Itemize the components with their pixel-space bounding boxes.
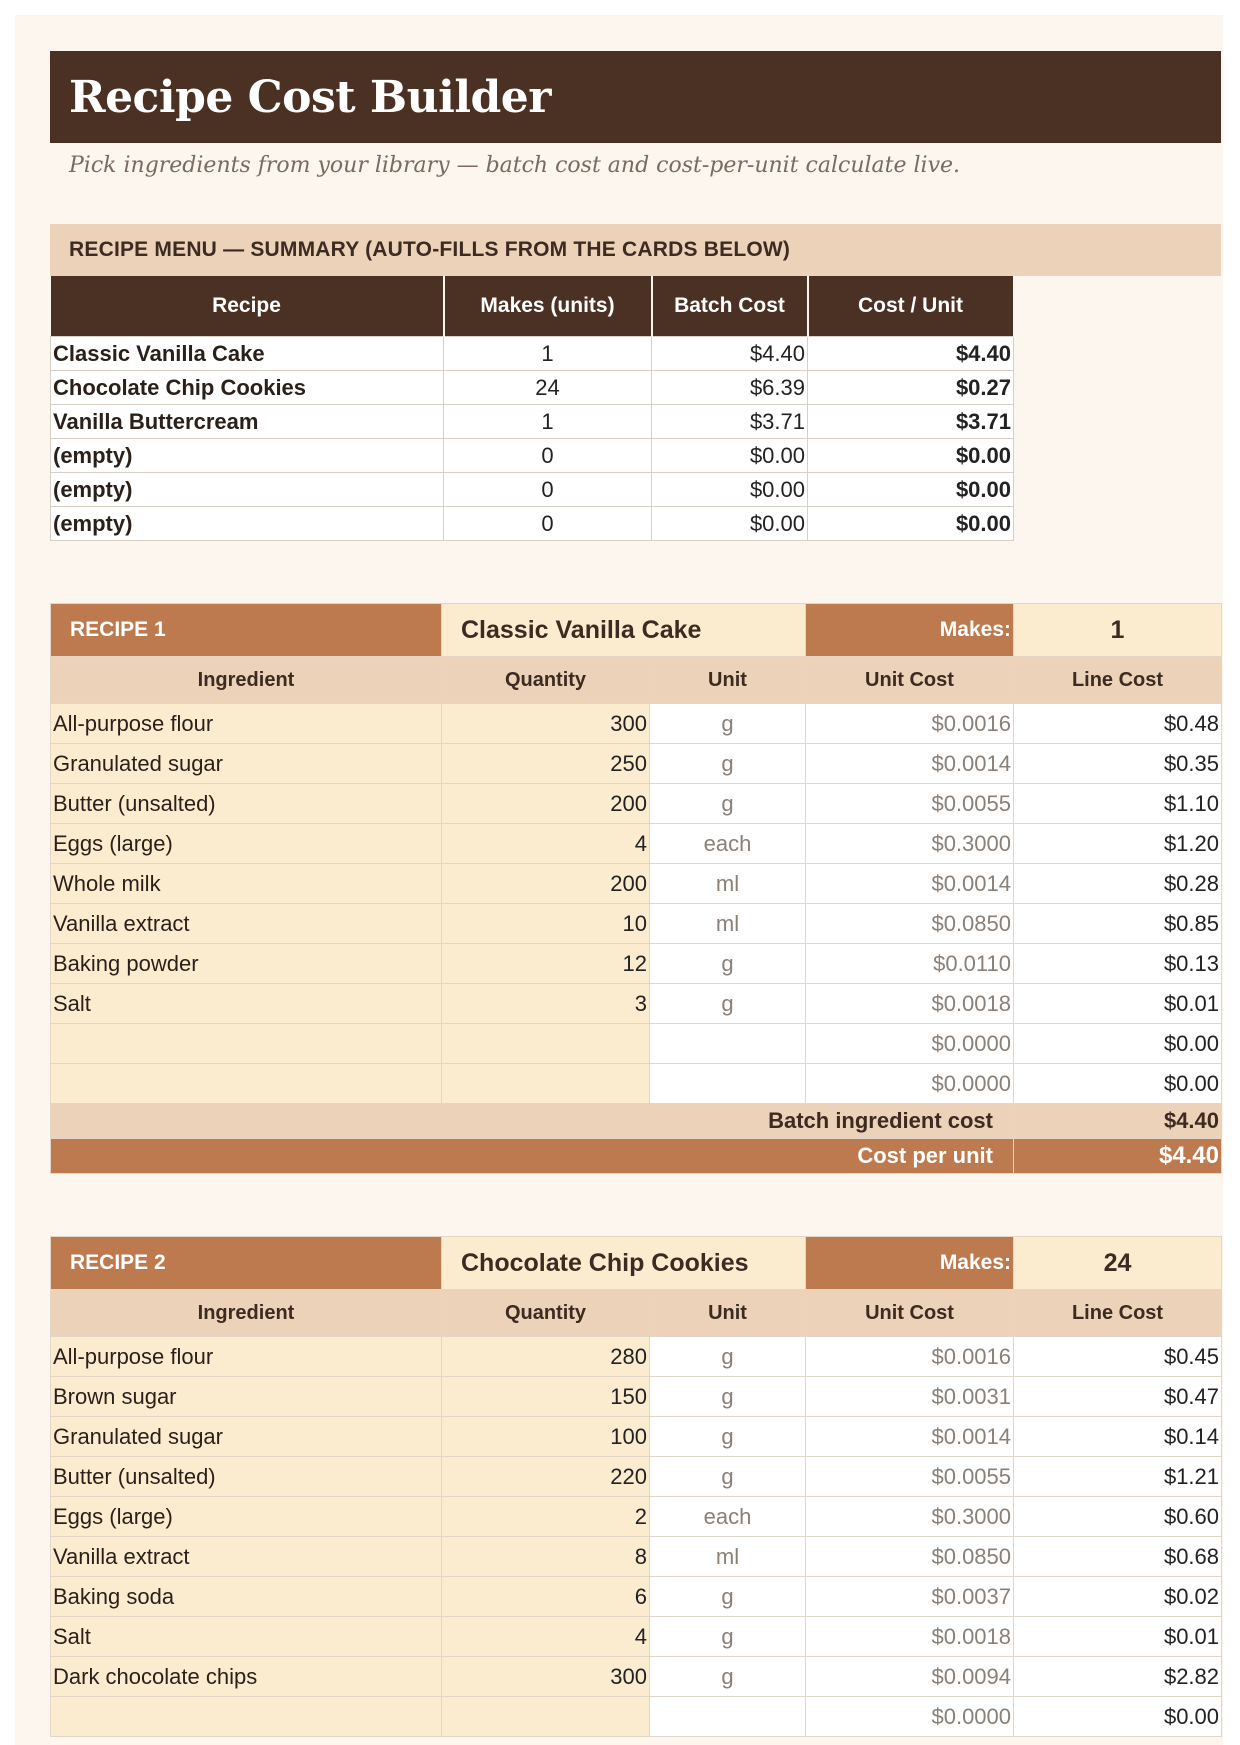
summary-batch-cost-cell[interactable]: $4.40 xyxy=(652,337,808,371)
line-cost-cell: $0.47 xyxy=(1014,1377,1222,1417)
ingredient-select[interactable]: Whole milk xyxy=(51,864,442,904)
recipe-label: RECIPE 2 xyxy=(51,1237,442,1290)
summary-batch-cost-cell[interactable]: $6.39 xyxy=(652,371,808,405)
ingredient-row xyxy=(51,744,1222,784)
line-cost-cell: $0.45 xyxy=(1014,1337,1222,1377)
quantity-input[interactable] xyxy=(442,1697,650,1737)
summary-makes-cell[interactable]: 24 xyxy=(444,371,652,405)
summary-recipe-cell[interactable]: Vanilla Buttercream xyxy=(51,405,444,439)
unit-cell: ml xyxy=(650,864,806,904)
line-cost-cell: $0.01 xyxy=(1014,1617,1222,1657)
ingredient-select[interactable]: Butter (unsalted) xyxy=(51,1457,442,1497)
unit-cell xyxy=(650,1697,806,1737)
ingredient-select[interactable] xyxy=(51,1024,442,1064)
summary-row xyxy=(51,371,1014,405)
summary-recipe-cell[interactable]: (empty) xyxy=(51,507,444,541)
ingredient-row xyxy=(51,1457,1222,1497)
col-header-unit: Unit xyxy=(650,657,806,704)
summary-makes-cell[interactable]: 0 xyxy=(444,507,652,541)
col-header-line-cost: Line Cost xyxy=(1014,1290,1222,1337)
quantity-input[interactable]: 6 xyxy=(442,1577,650,1617)
unit-cell: g xyxy=(650,1377,806,1417)
unit-cell: g xyxy=(650,1577,806,1617)
quantity-input[interactable]: 280 xyxy=(442,1337,650,1377)
unit-cost-cell: $0.0055 xyxy=(806,1457,1014,1497)
page-title: Recipe Cost Builder xyxy=(69,71,551,123)
unit-cost-cell: $0.0014 xyxy=(806,744,1014,784)
unit-cost-cell: $0.0055 xyxy=(806,784,1014,824)
ingredient-row xyxy=(51,1657,1222,1697)
summary-makes-cell[interactable]: 0 xyxy=(444,439,652,473)
col-header-ingredient: Ingredient xyxy=(51,1290,442,1337)
unit-cell: ml xyxy=(650,1537,806,1577)
ingredient-select[interactable] xyxy=(51,1064,442,1104)
ingredient-row xyxy=(51,1417,1222,1457)
unit-cost-cell: $0.0850 xyxy=(806,904,1014,944)
title-bar xyxy=(50,51,1221,143)
line-cost-cell: $2.82 xyxy=(1014,1657,1222,1697)
ingredient-row xyxy=(51,1337,1222,1377)
line-cost-cell: $0.13 xyxy=(1014,944,1222,984)
ingredient-select[interactable]: Dark chocolate chips xyxy=(51,1657,442,1697)
quantity-input[interactable]: 8 xyxy=(442,1537,650,1577)
unit-cell: g xyxy=(650,984,806,1024)
unit-cost-cell: $0.0014 xyxy=(806,1417,1014,1457)
unit-cost-cell: $0.0016 xyxy=(806,704,1014,744)
ingredient-row xyxy=(51,784,1222,824)
quantity-input[interactable]: 10 xyxy=(442,904,650,944)
recipe-card xyxy=(50,1236,1222,1737)
col-header-unit: Unit xyxy=(650,1290,806,1337)
summary-header-cost-per-unit: Cost / Unit xyxy=(808,276,1014,337)
line-cost-cell: $0.35 xyxy=(1014,744,1222,784)
cost-per-unit-row xyxy=(51,1139,1222,1174)
summary-cost-per-unit-cell[interactable]: $3.71 xyxy=(808,405,1014,439)
unit-cell: g xyxy=(650,784,806,824)
recipe-card-body xyxy=(51,1237,1222,1737)
ingredient-row xyxy=(51,864,1222,904)
unit-cost-cell: $0.0037 xyxy=(806,1577,1014,1617)
summary-makes-cell[interactable]: 1 xyxy=(444,337,652,371)
unit-cost-cell: $0.0016 xyxy=(806,1337,1014,1377)
summary-header-recipe: Recipe xyxy=(51,276,444,337)
quantity-input[interactable]: 250 xyxy=(442,744,650,784)
ingredient-select[interactable]: Eggs (large) xyxy=(51,824,442,864)
unit-cell: g xyxy=(650,944,806,984)
ingredient-select[interactable]: Vanilla extract xyxy=(51,904,442,944)
line-cost-cell: $1.10 xyxy=(1014,784,1222,824)
summary-cost-per-unit-cell[interactable]: $0.27 xyxy=(808,371,1014,405)
line-cost-cell: $1.21 xyxy=(1014,1457,1222,1497)
unit-cell: ml xyxy=(650,904,806,944)
line-cost-cell: $0.60 xyxy=(1014,1497,1222,1537)
summary-cost-per-unit-cell[interactable]: $0.00 xyxy=(808,473,1014,507)
unit-cost-cell: $0.0094 xyxy=(806,1657,1014,1697)
ingredient-select[interactable]: Baking powder xyxy=(51,944,442,984)
line-cost-cell: $0.00 xyxy=(1014,1024,1222,1064)
cost-per-unit-label: Cost per unit xyxy=(51,1139,1014,1174)
summary-table xyxy=(50,276,1015,541)
ingredient-row xyxy=(51,984,1222,1024)
unit-cell xyxy=(650,1064,806,1104)
ingredient-row xyxy=(51,704,1222,744)
recipe-column-header-row xyxy=(51,1290,1222,1337)
summary-cost-per-unit-cell[interactable]: $0.00 xyxy=(808,507,1014,541)
quantity-input[interactable]: 300 xyxy=(442,704,650,744)
summary-header-batch-cost: Batch Cost xyxy=(652,276,808,337)
ingredient-select[interactable]: Eggs (large) xyxy=(51,1497,442,1537)
unit-cost-cell: $0.0000 xyxy=(806,1064,1014,1104)
ingredient-row xyxy=(51,904,1222,944)
ingredient-select[interactable]: All-purpose flour xyxy=(51,704,442,744)
unit-cost-cell: $0.3000 xyxy=(806,1497,1014,1537)
summary-row xyxy=(51,337,1014,371)
unit-cost-cell: $0.0000 xyxy=(806,1697,1014,1737)
summary-makes-cell[interactable]: 0 xyxy=(444,473,652,507)
quantity-input[interactable]: 12 xyxy=(442,944,650,984)
line-cost-cell: $0.85 xyxy=(1014,904,1222,944)
summary-cost-per-unit-cell[interactable]: $0.00 xyxy=(808,439,1014,473)
recipe-name-input[interactable]: Chocolate Chip Cookies xyxy=(442,1237,806,1290)
cost-per-unit-value: $4.40 xyxy=(1014,1139,1222,1174)
summary-row xyxy=(51,405,1014,439)
summary-batch-cost-cell[interactable]: $0.00 xyxy=(652,439,808,473)
col-header-unit-cost: Unit Cost xyxy=(806,657,1014,704)
line-cost-cell: $0.68 xyxy=(1014,1537,1222,1577)
ingredient-select[interactable] xyxy=(51,1697,442,1737)
ingredient-row xyxy=(51,824,1222,864)
ingredient-select[interactable]: Granulated sugar xyxy=(51,1417,442,1457)
unit-cell: g xyxy=(650,1617,806,1657)
quantity-input[interactable]: 300 xyxy=(442,1657,650,1697)
summary-batch-cost-cell[interactable]: $3.71 xyxy=(652,405,808,439)
summary-row xyxy=(51,473,1014,507)
quantity-input[interactable]: 3 xyxy=(442,984,650,1024)
unit-cost-cell: $0.0000 xyxy=(806,1024,1014,1064)
unit-cell: g xyxy=(650,1657,806,1697)
unit-cell: g xyxy=(650,1337,806,1377)
quantity-input[interactable] xyxy=(442,1024,650,1064)
summary-header-makes: Makes (units) xyxy=(444,276,652,337)
line-cost-cell: $1.20 xyxy=(1014,824,1222,864)
batch-cost-row xyxy=(51,1104,1222,1139)
makes-label: Makes: xyxy=(806,1237,1014,1290)
line-cost-cell: $0.00 xyxy=(1014,1064,1222,1104)
page-content xyxy=(50,51,1221,1737)
summary-row xyxy=(51,507,1014,541)
line-cost-cell: $0.00 xyxy=(1014,1697,1222,1737)
batch-cost-value: $4.40 xyxy=(1014,1104,1222,1139)
summary-header-row xyxy=(51,276,1014,337)
recipe-header-row xyxy=(51,1237,1222,1290)
unit-cost-cell: $0.0031 xyxy=(806,1377,1014,1417)
ingredient-row xyxy=(51,944,1222,984)
col-header-ingredient: Ingredient xyxy=(51,657,442,704)
unit-cell: g xyxy=(650,1417,806,1457)
unit-cost-cell: $0.0110 xyxy=(806,944,1014,984)
unit-cost-cell: $0.0018 xyxy=(806,1617,1014,1657)
summary-makes-cell[interactable]: 1 xyxy=(444,405,652,439)
recipe-card-body xyxy=(51,604,1222,1174)
makes-input[interactable]: 1 xyxy=(1014,604,1222,657)
ingredient-select[interactable]: Butter (unsalted) xyxy=(51,784,442,824)
recipe-header-row xyxy=(51,604,1222,657)
ingredient-row xyxy=(51,1064,1222,1104)
col-header-quantity: Quantity xyxy=(442,657,650,704)
recipe-card xyxy=(50,603,1222,1174)
summary-cost-per-unit-cell[interactable]: $4.40 xyxy=(808,337,1014,371)
unit-cell: each xyxy=(650,824,806,864)
quantity-input[interactable]: 200 xyxy=(442,784,650,824)
summary-recipe-cell[interactable]: Classic Vanilla Cake xyxy=(51,337,444,371)
makes-label: Makes: xyxy=(806,604,1014,657)
unit-cell xyxy=(650,1024,806,1064)
quantity-input[interactable]: 2 xyxy=(442,1497,650,1537)
unit-cell: g xyxy=(650,744,806,784)
summary-body xyxy=(51,337,1014,541)
ingredient-select[interactable]: Salt xyxy=(51,984,442,1024)
recipe-label: RECIPE 1 xyxy=(51,604,442,657)
summary-batch-cost-cell[interactable]: $0.00 xyxy=(652,473,808,507)
quantity-input[interactable]: 200 xyxy=(442,864,650,904)
col-header-quantity: Quantity xyxy=(442,1290,650,1337)
col-header-unit-cost: Unit Cost xyxy=(806,1290,1014,1337)
quantity-input[interactable]: 100 xyxy=(442,1417,650,1457)
ingredient-row xyxy=(51,1024,1222,1064)
ingredient-select[interactable]: Baking soda xyxy=(51,1577,442,1617)
summary-batch-cost-cell[interactable]: $0.00 xyxy=(652,507,808,541)
recipe-name-input[interactable]: Classic Vanilla Cake xyxy=(442,604,806,657)
line-cost-cell: $0.48 xyxy=(1014,704,1222,744)
quantity-input[interactable]: 150 xyxy=(442,1377,650,1417)
page-subtitle: Pick ingredients from your library — batch cost and cost-per-unit calculate live. xyxy=(69,153,961,178)
quantity-input[interactable]: 220 xyxy=(442,1457,650,1497)
ingredient-row xyxy=(51,1497,1222,1537)
unit-cost-cell: $0.0850 xyxy=(806,1537,1014,1577)
ingredient-row xyxy=(51,1617,1222,1657)
quantity-input[interactable]: 4 xyxy=(442,824,650,864)
summary-recipe-cell[interactable]: (empty) xyxy=(51,439,444,473)
recipe-column-header-row xyxy=(51,657,1222,704)
line-cost-cell: $0.02 xyxy=(1014,1577,1222,1617)
summary-recipe-cell[interactable]: Chocolate Chip Cookies xyxy=(51,371,444,405)
quantity-input[interactable]: 4 xyxy=(442,1617,650,1657)
unit-cell: g xyxy=(650,704,806,744)
ingredient-select[interactable]: Brown sugar xyxy=(51,1377,442,1417)
makes-input[interactable]: 24 xyxy=(1014,1237,1222,1290)
ingredient-row xyxy=(51,1537,1222,1577)
spreadsheet-page xyxy=(15,15,1223,1745)
unit-cost-cell: $0.3000 xyxy=(806,824,1014,864)
ingredient-select[interactable]: All-purpose flour xyxy=(51,1337,442,1377)
summary-row xyxy=(51,439,1014,473)
ingredient-select[interactable]: Vanilla extract xyxy=(51,1537,442,1577)
ingredient-row xyxy=(51,1577,1222,1617)
unit-cell: each xyxy=(650,1497,806,1537)
unit-cell: g xyxy=(650,1457,806,1497)
ingredient-select[interactable]: Salt xyxy=(51,1617,442,1657)
summary-recipe-cell[interactable]: (empty) xyxy=(51,473,444,507)
ingredient-select[interactable]: Granulated sugar xyxy=(51,744,442,784)
quantity-input[interactable] xyxy=(442,1064,650,1104)
line-cost-cell: $0.01 xyxy=(1014,984,1222,1024)
unit-cost-cell: $0.0014 xyxy=(806,864,1014,904)
batch-cost-label: Batch ingredient cost xyxy=(51,1104,1014,1139)
unit-cost-cell: $0.0018 xyxy=(806,984,1014,1024)
line-cost-cell: $0.28 xyxy=(1014,864,1222,904)
summary-banner: RECIPE MENU — SUMMARY (AUTO-FILLS FROM THE CARDS BELOW) xyxy=(50,224,1221,276)
line-cost-cell: $0.14 xyxy=(1014,1417,1222,1457)
col-header-line-cost: Line Cost xyxy=(1014,657,1222,704)
ingredient-row xyxy=(51,1697,1222,1737)
ingredient-row xyxy=(51,1377,1222,1417)
